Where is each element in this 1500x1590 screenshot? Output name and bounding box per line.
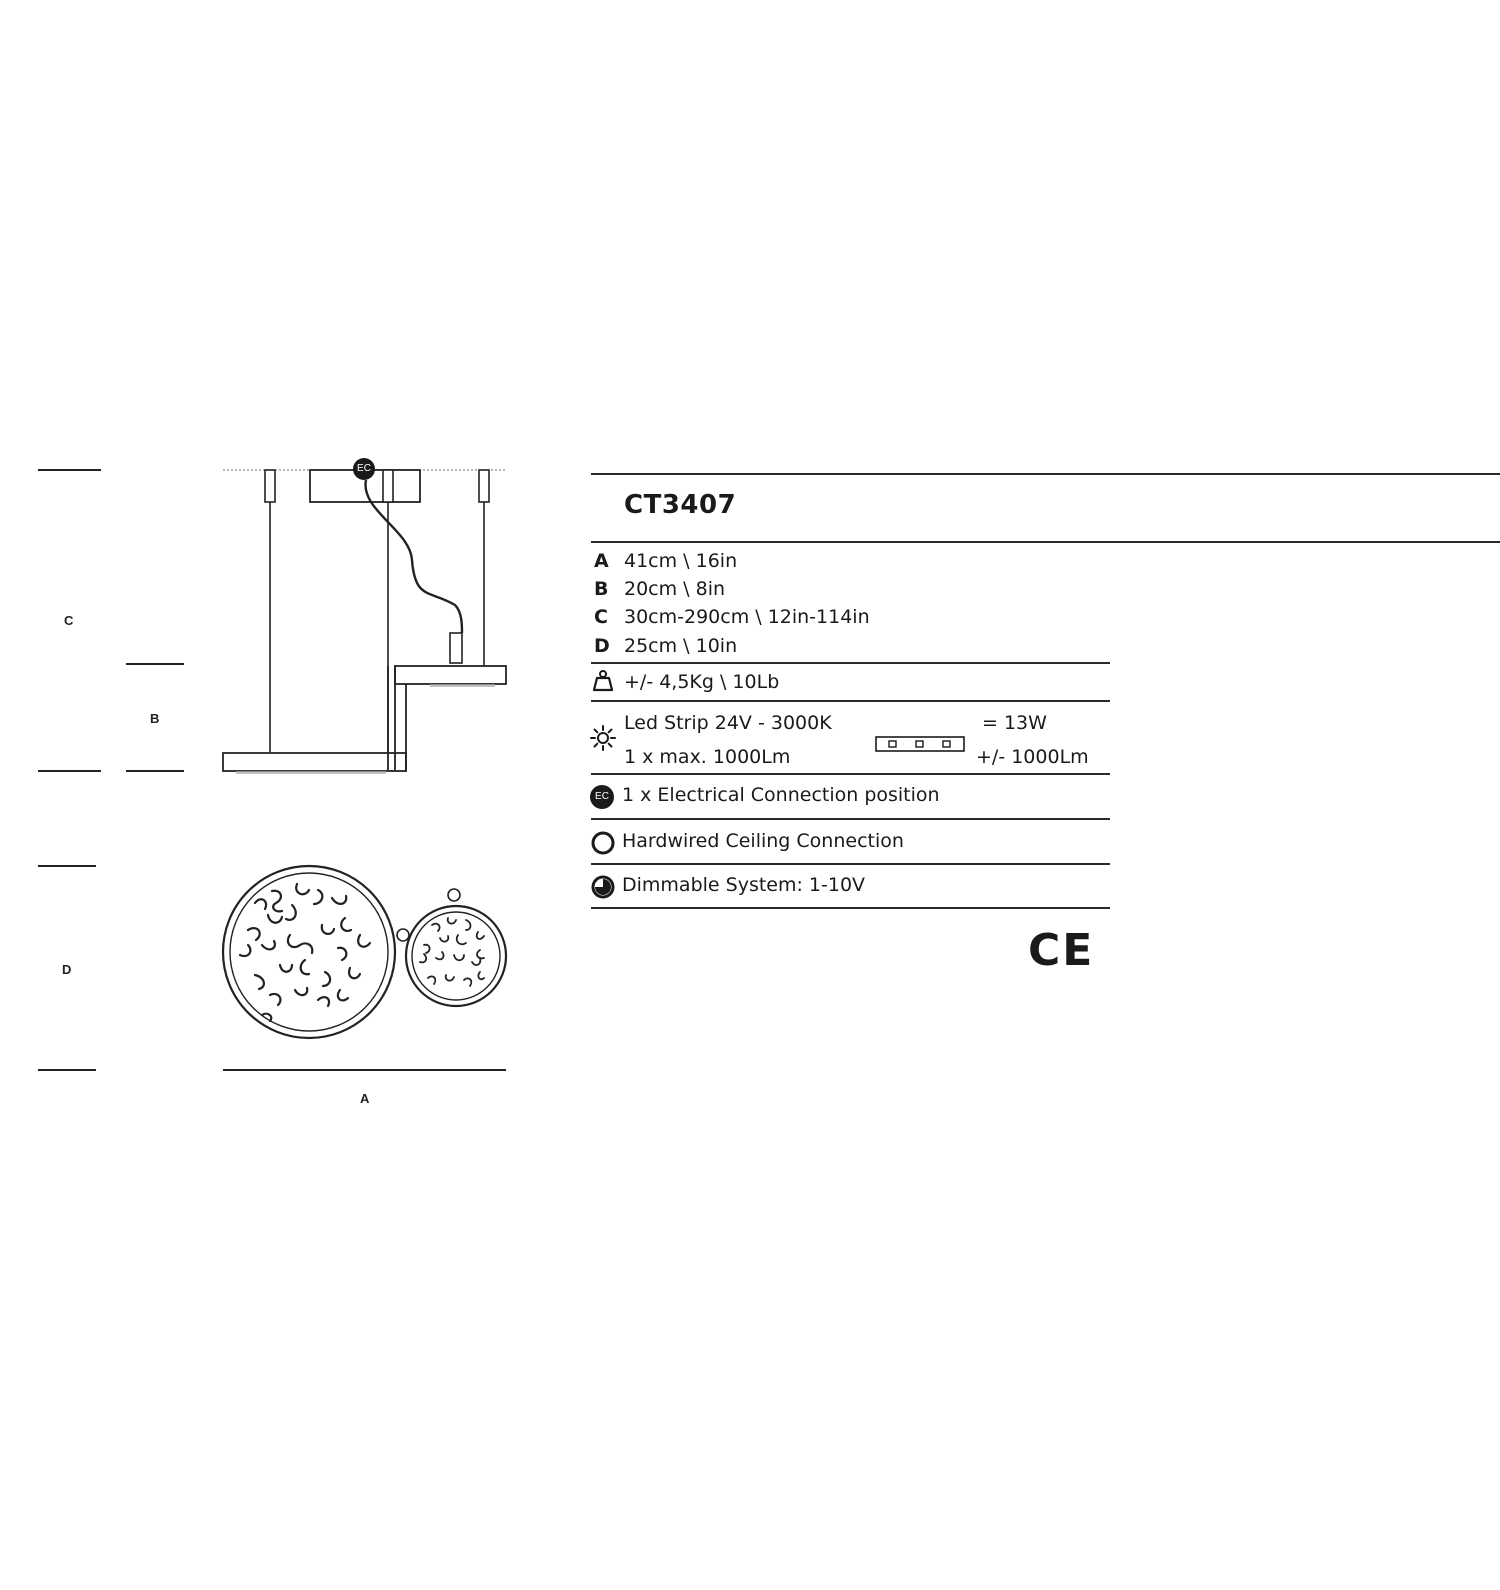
ce-mark-icon: CE xyxy=(1028,925,1095,976)
rule-after-ceiling xyxy=(591,863,1110,865)
rule-after-dimensions xyxy=(591,662,1110,664)
dim-value-c: 30cm-290cm \ 12in-114in xyxy=(624,606,870,628)
light-max-text: 1 x max. 1000Lm xyxy=(624,746,791,768)
ec-badge-text: EC xyxy=(595,791,609,802)
side-view-body xyxy=(223,666,506,771)
weight-icon xyxy=(592,670,614,692)
ec-badge-icon xyxy=(590,785,614,809)
header-bottom-rule xyxy=(591,541,1500,543)
top-view-large-disc xyxy=(223,866,395,1038)
electrical-text: 1 x Electrical Connection position xyxy=(622,784,940,806)
light-power-text: = 13W xyxy=(982,712,1047,734)
ceiling-text: Hardwired Ceiling Connection xyxy=(622,830,904,852)
dim-letter-c: C xyxy=(594,606,608,628)
product-code: CT3407 xyxy=(624,490,737,520)
power-cord xyxy=(366,480,462,633)
hanger-ring xyxy=(448,889,460,901)
dim-letter-a: A xyxy=(594,550,609,572)
dim-letter-b: B xyxy=(594,578,609,600)
dimmable-text: Dimmable System: 1-10V xyxy=(622,874,866,896)
weight-text: +/- 4,5Kg \ 10Lb xyxy=(624,671,780,693)
cord-connector xyxy=(450,633,462,663)
rule-after-light xyxy=(591,773,1110,775)
rule-after-weight xyxy=(591,700,1110,702)
dim-label-b: B xyxy=(150,711,160,726)
header-top-rule xyxy=(591,473,1500,475)
dim-value-d: 25cm \ 10in xyxy=(624,635,738,657)
light-source-text: Led Strip 24V - 3000K xyxy=(624,712,832,734)
dim-label-c: C xyxy=(64,613,74,628)
dim-label-a: A xyxy=(360,1091,370,1106)
dim-value-b: 20cm \ 8in xyxy=(624,578,726,600)
top-view-small-disc xyxy=(406,906,506,1006)
sun-icon xyxy=(590,725,616,751)
rule-after-electrical xyxy=(591,818,1110,820)
dim-label-d: D xyxy=(62,962,72,977)
light-lumen-text: +/- 1000Lm xyxy=(976,746,1089,768)
ring-icon xyxy=(590,830,616,856)
dimmer-icon xyxy=(590,874,616,900)
connector-ring xyxy=(397,929,409,941)
rule-after-dimmable xyxy=(591,907,1110,909)
dim-letter-d: D xyxy=(594,635,610,657)
dim-value-a: 41cm \ 16in xyxy=(624,550,738,572)
led-strip-icon xyxy=(875,734,965,754)
ec-badge-label: EC xyxy=(357,463,371,474)
suspension-cables xyxy=(265,470,489,752)
